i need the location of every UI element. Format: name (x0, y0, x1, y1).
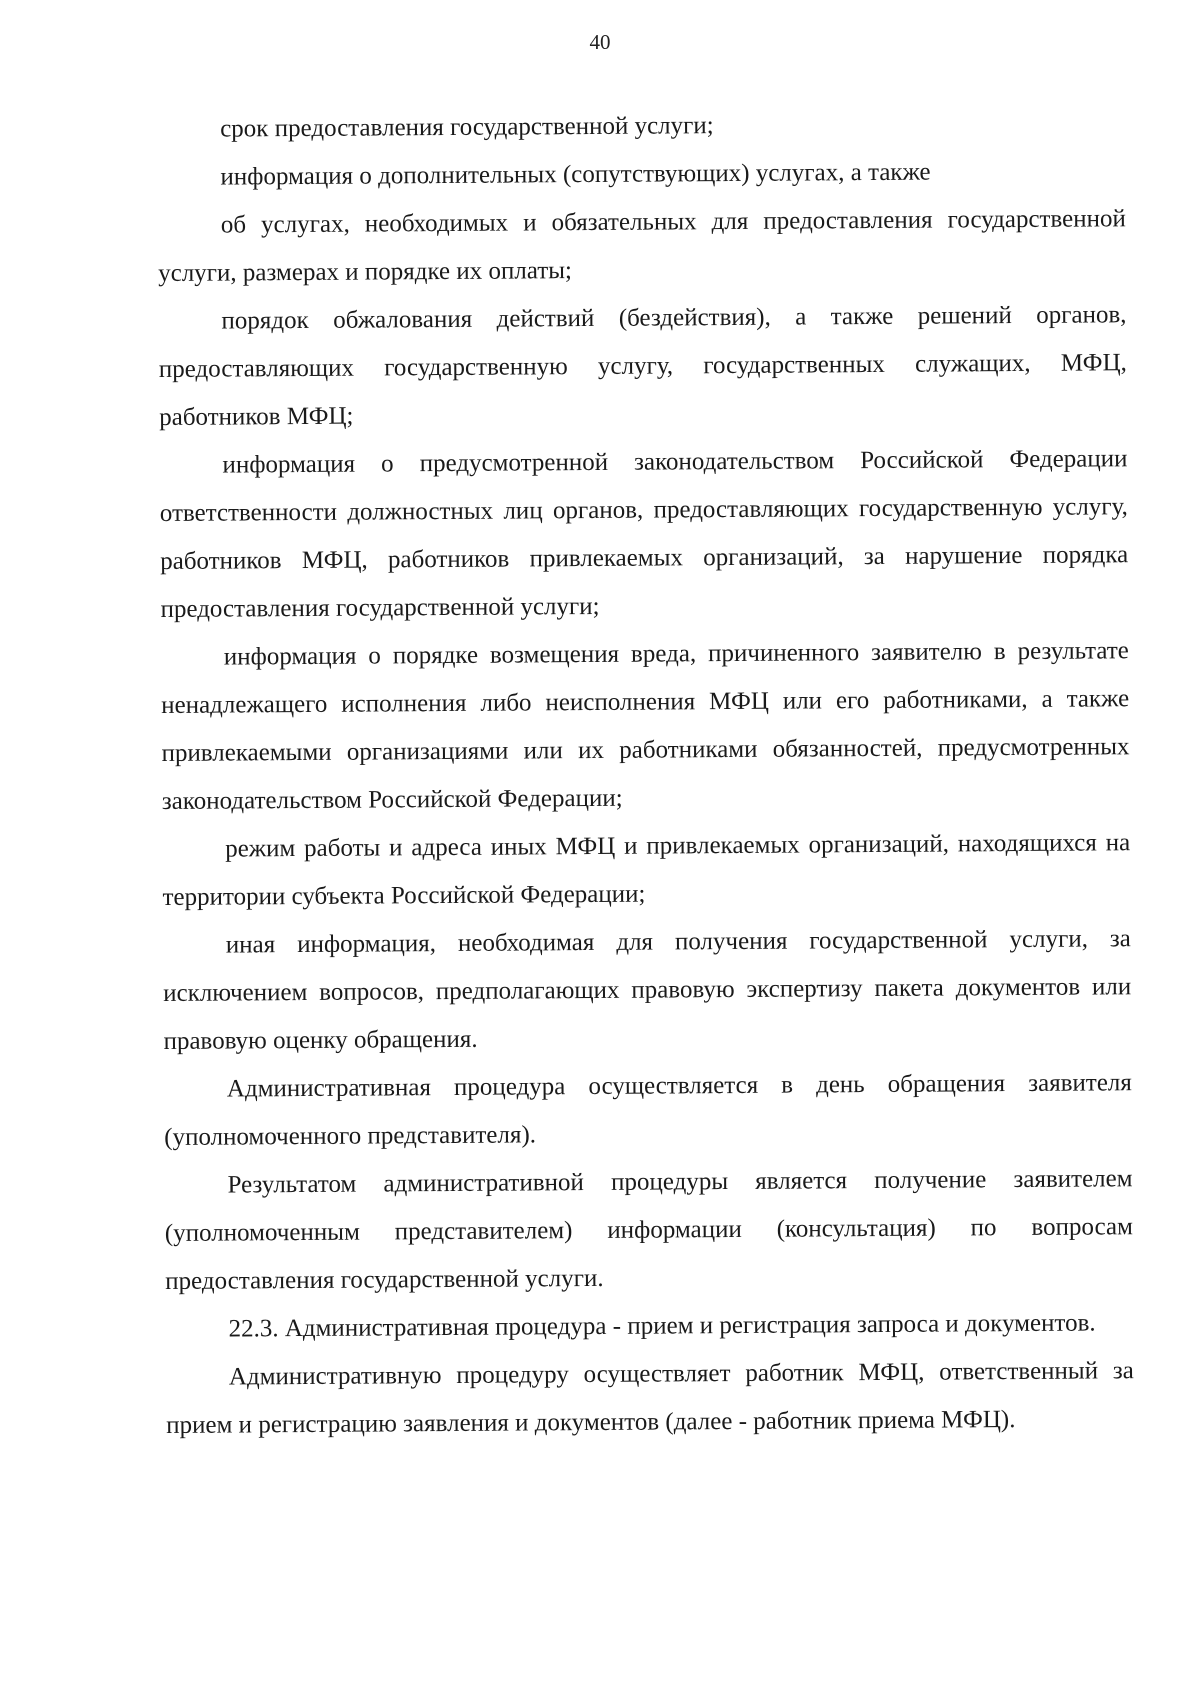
paragraph: об услугах, необходимых и обязательных для предоставления государственной услуги, размерах и порядке их оплаты; (158, 205, 1126, 287)
paragraph: Результатом административной процедуры является получение заявителем (уполномоченным представителем) информации (консультация) по вопросам предоставления государственной услуги. (164, 1165, 1133, 1295)
page-number: 40 (589, 30, 611, 54)
paragraph: порядок обжалования действий (бездействия), а также решений органов, предоставляющих государственную услугу, государственных служащих, МФЦ, работников МФЦ; (158, 301, 1127, 431)
paragraph: информация о дополнительных (сопутствующих) услугах, а также (220, 158, 931, 191)
document-body (157, 99, 1134, 1450)
paragraph: срок предоставления государственной услуги; (220, 112, 714, 143)
paragraph: 22.3. Административная процедура - прием и регистрация запроса и документов. (228, 1309, 1096, 1343)
paragraph: Административная процедура осуществляется в день обращения заявителя (уполномоченного представителя). (164, 1069, 1132, 1151)
paragraph: режим работы и адреса иных МФЦ и привлекаемых организаций, находящихся на территории субъекта Российской Федерации; (162, 829, 1131, 911)
paragraph: иная информация, необходимая для получения государственной услуги, за исключением вопросов, предполагающих правовую экспертизу пакета документов или правовую оценку обращения. (163, 925, 1132, 1055)
paragraph: Административную процедуру осуществляет работник МФЦ, ответственный за прием и регистрацию заявления и документов (далее - работник приема МФЦ). (166, 1357, 1134, 1439)
paragraph: информация о порядке возмещения вреда, причиненного заявителю в результате ненадлежащего исполнения либо неисполнения МФЦ или его работниками, а также привлекаемыми организациями или их работниками обязанностей, предусмотренных законодательством Российской Федерации; (161, 637, 1130, 815)
paragraph: информация о предусмотренной законодательством Российской Федерации ответственности должностных лиц органов, предоставляющих государственную услугу, работников МФЦ, работников привлекаемых организаций, за нарушение порядка предоставления государственной услуги; (159, 445, 1129, 623)
